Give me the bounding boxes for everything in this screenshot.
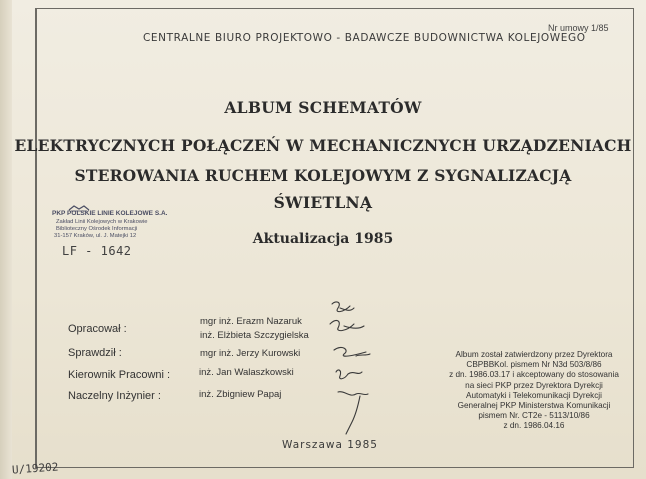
stamp-line-2: Zakład Linii Kolejowych w Krakowie	[56, 219, 148, 225]
manager-name: inż. Jan Walaszkowski	[199, 367, 294, 378]
approval-line-3: z dn. 1986.03.17 i akceptowany do stosowania	[449, 370, 619, 380]
approval-line-6: Generalnej PKP Ministerstwa Komunikacji	[457, 401, 611, 411]
checked-name: mgr inż. Jerzy Kurowski	[200, 348, 301, 359]
prepared-name-1: mgr inż. Erazm Nazaruk	[200, 316, 302, 327]
approval-line-8: z dn. 1986.04.16	[503, 421, 565, 431]
title-line-4: ŚWIETLNĄ	[273, 193, 373, 212]
title-line-3: STEROWANIA RUCHEM KOLEJOWYM Z SYGNALIZACJĄ	[74, 166, 572, 185]
stamp-line-1: PKP POLSKIE LINIE KOLEJOWE S.A.	[52, 210, 168, 217]
title-line-2: ELEKTRYCZNYCH POŁĄCZEŃ W MECHANICZNYCH URZĄDZENIACH	[14, 136, 632, 155]
edition-label: Aktualizacja 1985	[252, 231, 394, 247]
title-line-1: ALBUM SCHEMATÓW	[224, 98, 422, 117]
checked-label: Sprawdził :	[68, 347, 122, 359]
approval-line-4: na sieci PKP przez Dyrektora Dyrekcji	[465, 380, 603, 390]
prepared-name-2: inż. Elżbieta Szczygielska	[200, 330, 309, 341]
chief-engineer-name: inż. Zbigniew Papaj	[199, 389, 282, 400]
approval-note	[434, 350, 634, 432]
contract-number: Nr umowy 1/85	[548, 23, 609, 33]
archive-mark: U/19202	[11, 460, 59, 477]
approval-line-5: Automatyki i Telekomunikacji Dyrekcji	[466, 390, 602, 400]
signatures-image	[320, 298, 380, 443]
manager-label: Kierownik Pracowni :	[68, 369, 171, 381]
approval-line-2: CBPBBKol. pismem Nr N3d 503/8/86	[466, 360, 602, 370]
place-and-year: Warszawa 1985	[282, 439, 378, 451]
stamp-line-3: Biblioteczny Ośrodek Informacji	[56, 226, 138, 232]
stamp-line-4: 31-157 Kraków, ul. J. Matejki 12	[54, 233, 137, 239]
approval-line-1: Album został zatwierdzony przez Dyrektora	[455, 350, 613, 359]
inventory-mark: LF - 1642	[62, 244, 132, 258]
approval-line-7: pismem Nr. CT2e - 5113/10/86	[478, 411, 590, 421]
prepared-label: Opracował :	[68, 323, 127, 335]
organization-header: CENTRALNE BIURO PROJEKTOWO - BADAWCZE BUDOWNICTWA KOLEJOWEGO	[143, 32, 586, 44]
chief-engineer-label: Naczelny Inżynier :	[68, 390, 161, 402]
